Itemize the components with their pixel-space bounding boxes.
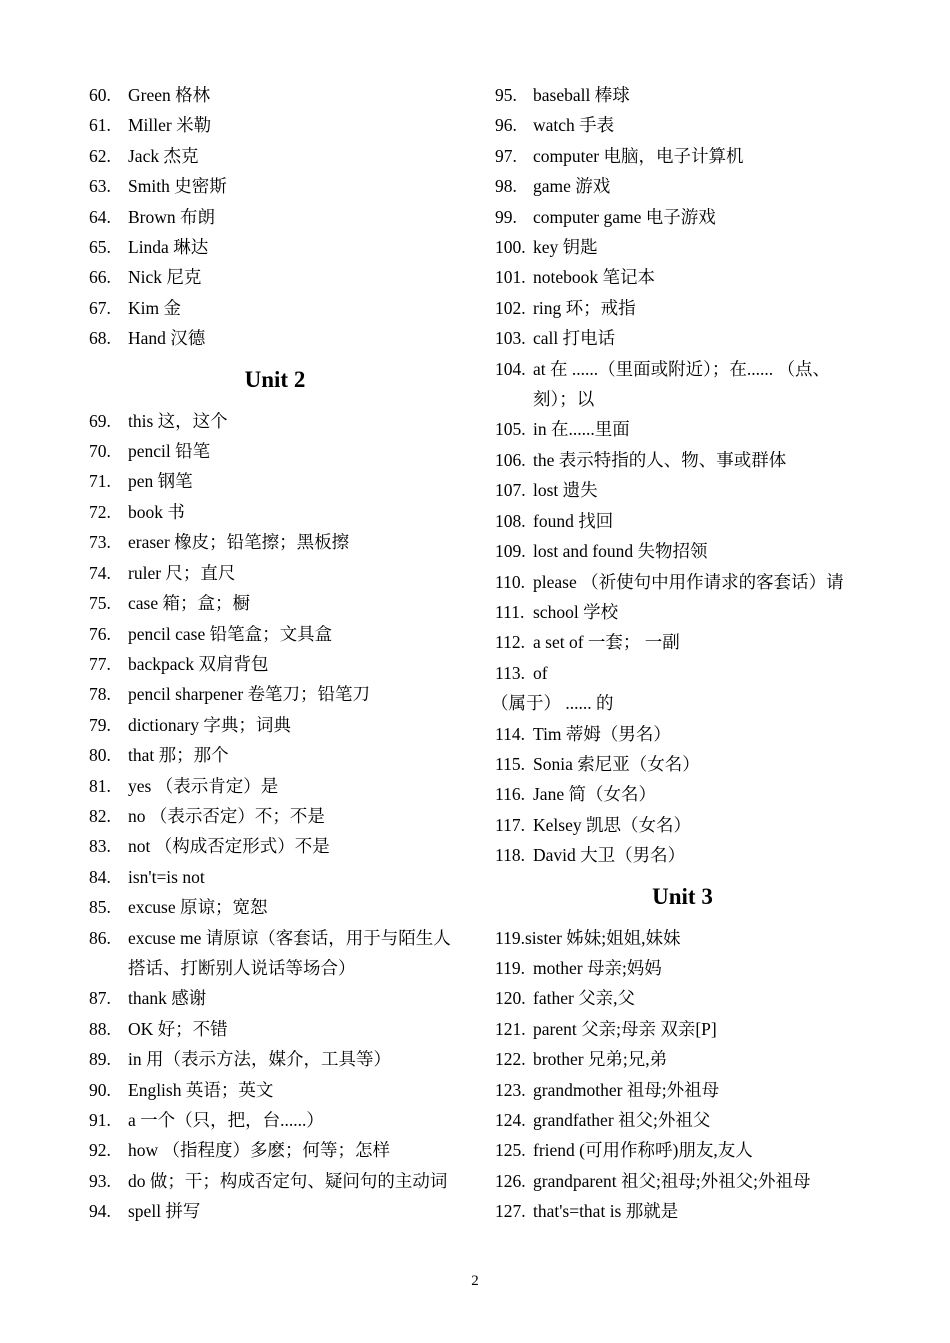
list-item [495,171,870,201]
item-number: 74. [89,562,111,583]
list-item [495,840,870,870]
left-column [89,80,461,1227]
list-item [89,1196,461,1226]
item-number: 102. [495,297,526,318]
list-item [495,627,870,657]
unit-3-heading: Unit 3 [652,883,713,909]
item-number: 98. [495,176,517,197]
item-text: mother 母亲;妈妈 [533,957,662,978]
list-item [89,171,461,201]
list-item [495,1105,870,1135]
page-number: 2 [471,1273,479,1289]
item-number: 82. [89,805,111,826]
item-number: 121. [495,1018,526,1039]
list-item [495,262,870,292]
item-text: thank 感谢 [128,988,207,1009]
item-text: at 在 ......（里面或附近）；在...... （点、刻）；以 [533,358,831,410]
item-text: how （指程度）多麽；何等；怎样 [128,1140,391,1161]
item-text: Smith 史密斯 [128,176,227,197]
item-text: isn't=is not [128,866,205,887]
list-item [495,232,870,262]
list-item [495,293,870,323]
list-item [89,710,461,740]
item-text: of [533,662,548,683]
list-item [89,1044,461,1074]
list-item [89,679,461,709]
item-number: 100. [495,237,526,258]
item-text: English 英语；英文 [128,1079,274,1100]
item-text: found 找回 [533,510,614,531]
list-item [495,983,870,1013]
item-number: 117. [495,814,525,835]
list-item [89,862,461,892]
item-text: computer game 电子游戏 [533,206,716,227]
item-text: school 学校 [533,601,619,622]
item-text: no （表示否定）不；不是 [128,805,325,826]
list-item [495,354,870,415]
item-text: Kim 金 [128,297,181,318]
item-text: this 这，这个 [128,410,228,431]
list-item [89,262,461,292]
list-item [495,414,870,444]
item-number: 76. [89,623,111,644]
item-number: 90. [89,1079,111,1100]
list-item [495,445,870,475]
list-item [495,597,870,627]
item-text: spell 拼写 [128,1201,201,1222]
item-text: excuse 原谅；宽恕 [128,897,268,918]
item-text: brother 兄弟;兄,弟 [533,1049,668,1070]
list-item [495,1196,870,1226]
list-item [89,293,461,323]
list-item [89,892,461,922]
item-text: notebook 笔记本 [533,267,656,288]
item-number: 107. [495,480,526,501]
item-number: 86. [89,927,111,948]
item-text: Tim 蒂姆（男名） [533,723,671,744]
item-number: 81. [89,775,111,796]
item-number: 111. [495,601,525,622]
list-item [89,232,461,262]
list-item [495,567,870,597]
item-number: 106. [495,449,526,470]
item-number: 127. [495,1201,526,1222]
right-word-list-unit3 [495,923,870,1227]
item-number: 113. [495,662,525,683]
item-text: Green 格林 [128,85,211,105]
item-number: 99. [495,206,517,227]
list-item [89,141,461,171]
item-number: 63. [89,176,111,197]
list-item [495,1075,870,1105]
list-item [495,749,870,779]
item-number: 69. [89,410,111,431]
item-text: Hand 汉德 [128,328,206,349]
item-text: ring 环；戒指 [533,297,636,318]
item-text: backpack 双肩背包 [128,653,269,674]
item-number: 109. [495,541,526,562]
list-item [495,953,870,983]
item-number: 71. [89,471,111,492]
item-text: 119.sister 姊妹;姐姐,妹妹 [495,927,681,948]
list-item [495,141,870,171]
item-text: do 做；干；构成否定句、疑问句的主动词 [128,1170,448,1191]
item-number: 62. [89,145,111,166]
item-number: 73. [89,532,111,553]
right-word-list-names [495,719,870,871]
item-text: in 用（表示方法，媒介，工具等） [128,1049,391,1070]
item-number: 78. [89,684,111,705]
list-item [89,649,461,679]
list-item [495,202,870,232]
item-number: 75. [89,593,111,614]
list-item [495,323,870,353]
item-number: 89. [89,1049,111,1070]
item-number: 68. [89,328,111,349]
item-text: book 书 [128,501,185,522]
word-definition-continuation: （属于） ...... 的 [491,693,614,714]
item-number: 77. [89,653,111,674]
item-text: Jane 简（女名） [533,784,656,805]
item-text: Brown 布朗 [128,206,216,227]
list-item [89,110,461,140]
item-text: case 箱；盒；橱 [128,593,250,614]
item-number: 65. [89,237,111,258]
left-word-list-unit2 [89,406,461,1227]
list-item [89,801,461,831]
item-text: the 表示特指的人、物、事或群体 [533,449,787,470]
list-item [495,1135,870,1165]
item-number: 84. [89,866,111,887]
item-text: Nick 尼克 [128,267,202,288]
right-word-list-unit2 [495,80,870,688]
list-item [89,497,461,527]
list-item [495,779,870,809]
item-text: ruler 尺；直尺 [128,562,236,583]
item-text: Sonia 索尼亚（女名） [533,753,700,774]
item-text: game 游戏 [533,176,611,197]
item-number: 114. [495,723,525,744]
item-text: pen 钢笔 [128,471,193,492]
item-text: Linda 琳达 [128,237,209,258]
item-number: 97. [495,145,517,166]
item-text: watch 手表 [533,115,615,136]
item-number: 64. [89,206,111,227]
item-text: Jack 杰克 [128,145,199,166]
item-text: yes （表示肯定）是 [128,775,279,796]
item-text: Miller 米勒 [128,115,212,136]
item-number: 103. [495,328,526,349]
list-item [495,1014,870,1044]
list-item [89,466,461,496]
list-item [89,1075,461,1105]
item-text: lost 遗失 [533,480,598,501]
item-text: lost and found 失物招领 [533,541,708,562]
item-number: 120. [495,988,526,1009]
list-item [495,506,870,536]
item-text: in 在......里面 [533,419,630,440]
right-column [491,80,870,1227]
list-item [495,80,870,110]
list-item [495,1166,870,1196]
item-number: 126. [495,1170,526,1191]
item-number: 110. [495,571,525,592]
list-item [89,527,461,557]
list-item [495,719,870,749]
item-text: grandparent 祖父;祖母;外祖父;外祖母 [533,1170,811,1191]
list-item [89,619,461,649]
item-text: grandfather 祖父;外祖父 [533,1110,711,1130]
list-item [89,1105,461,1135]
item-text: OK 好；不错 [128,1018,228,1039]
list-item [89,983,461,1013]
list-item [89,1166,461,1196]
item-number: 70. [89,441,111,462]
item-text: excuse me 请原谅（客套话，用于与陌生人搭话、打断别人说话等场合） [128,927,451,978]
item-number: 91. [89,1110,111,1130]
list-item [495,1044,870,1074]
list-item [89,740,461,770]
item-text: baseball 棒球 [533,85,630,105]
item-number: 61. [89,115,111,136]
list-item [89,771,461,801]
item-text: computer 电脑，电子计算机 [533,145,744,166]
item-text: please （祈使句中用作请求的客套话）请 [533,571,844,592]
item-number: 108. [495,510,526,531]
item-number: 125. [495,1140,526,1161]
item-number: 72. [89,501,111,522]
item-number: 112. [495,632,525,653]
item-text: Kelsey 凯思（女名） [533,814,691,835]
item-number: 66. [89,267,111,288]
item-number: 115. [495,753,525,774]
item-number: 105. [495,419,526,440]
list-item [495,658,870,688]
item-text: David 大卫（男名） [533,845,686,866]
item-text: pencil case 铅笔盒；文具盒 [128,623,333,644]
item-text: friend (可用作称呼)朋友,友人 [533,1140,753,1161]
list-item [89,406,461,436]
list-item [495,923,870,953]
item-number: 92. [89,1140,111,1161]
item-text: a 一个（只，把，台......） [128,1110,324,1130]
list-item [495,475,870,505]
item-text: key 钥匙 [533,237,598,258]
item-number: 67. [89,297,111,318]
item-text: father 父亲,父 [533,988,636,1009]
item-number: 87. [89,988,111,1009]
list-item [89,923,461,984]
item-number: 83. [89,836,111,857]
unit-2-heading: Unit 2 [244,366,306,392]
item-number: 88. [89,1018,111,1039]
item-text: that 那；那个 [128,745,229,766]
item-text: parent 父亲;母亲 双亲[P] [533,1018,717,1039]
item-text: call 打电话 [533,328,616,349]
item-number: 119. [495,957,525,978]
item-number: 95. [495,85,517,105]
list-item [89,80,461,110]
item-number: 96. [495,115,517,136]
item-text: eraser 橡皮；铅笔擦；黑板擦 [128,532,350,553]
item-number: 118. [495,845,525,866]
item-text: that's=that is 那就是 [533,1201,679,1222]
list-item [89,588,461,618]
item-text: pencil 铅笔 [128,441,211,462]
item-text: dictionary 字典；词典 [128,714,291,735]
list-item [89,202,461,232]
list-item [89,831,461,861]
list-item [89,436,461,466]
item-number: 124. [495,1110,526,1130]
list-item [89,558,461,588]
list-item [89,1135,461,1165]
item-number: 104. [495,358,526,379]
item-text: grandmother 祖母;外祖母 [533,1079,720,1100]
item-number: 123. [495,1079,526,1100]
item-number: 94. [89,1201,111,1222]
item-text: pencil sharpener 卷笔刀；铅笔刀 [128,684,371,705]
left-word-list-unit1 [89,80,461,354]
list-item [89,323,461,353]
item-number: 116. [495,784,525,805]
item-number: 80. [89,745,111,766]
list-item [495,110,870,140]
item-number: 93. [89,1170,111,1191]
item-number: 122. [495,1049,526,1070]
list-item [495,536,870,566]
item-number: 101. [495,267,526,288]
item-text: not （构成否定形式）不是 [128,836,330,857]
item-number: 60. [89,85,111,105]
item-number: 85. [89,897,111,918]
list-item [89,1014,461,1044]
list-item [495,810,870,840]
item-text: a set of 一套； 一副 [533,632,680,653]
item-number: 79. [89,714,111,735]
